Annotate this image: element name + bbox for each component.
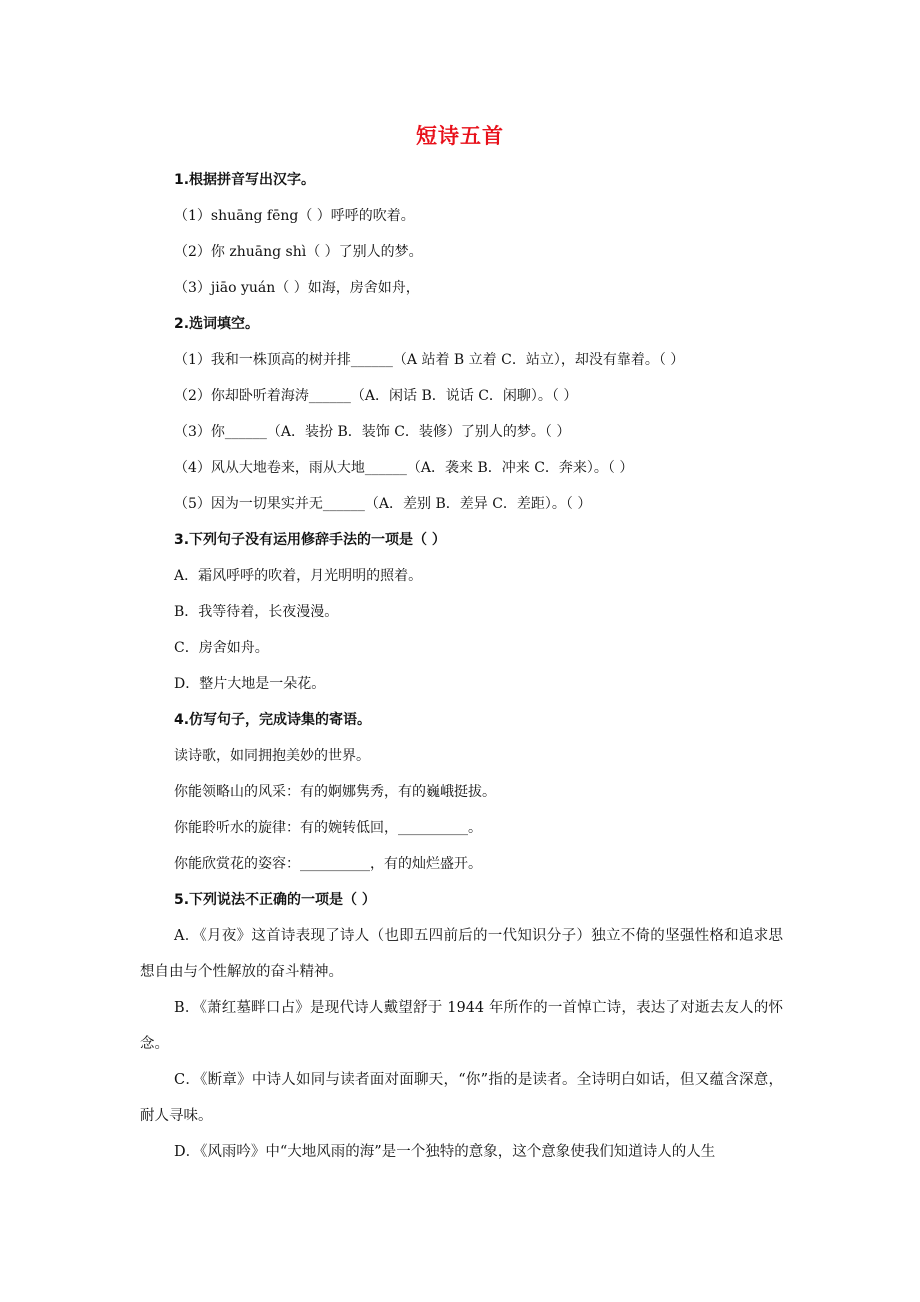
question-5-option-b: B．《萧红墓畔口占》是现代诗人戴望舒于 1944 年所作的一首悼亡诗，表达了对逝去友人的怀念。 — [140, 1000, 783, 1052]
question-3-option-a: A．霜风呼呼的吹着，月光明明的照着。 — [174, 568, 423, 584]
question-5-heading: 5.下列说法不正确的一项是（ ） — [174, 892, 376, 908]
question-5-option-c: C．《断章》中诗人如同与读者面对面聊天，“你”指的是读者。全诗明白如话，但又蕴含深意，耐人寻味。 — [140, 1072, 783, 1124]
question-5-option-a: A．《月夜》这首诗表现了诗人（也即五四前后的一代知识分子）独立不倚的坚强性格和追求思想自由与个性解放的奋斗精神。 — [140, 928, 783, 980]
question-1-item-1: （1）shuāng fēng（ ）呼呼的吹着。 — [174, 208, 415, 224]
question-2-item-4: （4）风从大地卷来，雨从大地______（A．袭来 B．冲来 C．奔来）。（ ） — [174, 460, 634, 476]
question-2-item-5: （5）因为一切果实并无______（A．差别 B．差异 C．差距）。（ ） — [174, 496, 592, 512]
question-4-line-1: 读诗歌，如同拥抱美妙的世界。 — [174, 748, 370, 764]
question-4-line-4: 你能欣赏花的姿容：__________，有的灿烂盛开。 — [174, 856, 482, 872]
question-4-line-3: 你能聆听水的旋律：有的婉转低回，__________。 — [174, 820, 482, 836]
question-3-heading: 3.下列句子没有运用修辞手法的一项是（ ） — [174, 532, 446, 548]
question-1-item-2: （2）你 zhuāng shì（ ）了别人的梦。 — [174, 244, 423, 260]
question-2-heading: 2.选词填空。 — [174, 316, 260, 332]
question-1-heading: 1.根据拼音写出汉字。 — [174, 172, 316, 188]
document-title: 短诗五首 — [416, 123, 504, 148]
question-3-option-d: D．整片大地是一朵花。 — [174, 676, 326, 692]
question-3-option-b: B．我等待着，长夜漫漫。 — [174, 604, 339, 620]
question-1-item-3: （3）jiāo yuán（ ）如海，房舍如舟， — [174, 280, 420, 296]
question-2-item-3: （3）你______（A．装扮 B．装饰 C．装修）了别人的梦。（ ） — [174, 424, 571, 440]
question-5-option-d: D．《风雨吟》中“大地风雨的海”是一个独特的意象，这个意象使我们知道诗人的人生 — [174, 1144, 716, 1160]
question-3-option-c: C．房舍如舟。 — [174, 640, 269, 656]
question-2-item-2: （2）你却卧听着海涛______（A．闲话 B．说话 C．闲聊）。（ ） — [174, 388, 578, 404]
question-4-heading: 4.仿写句子，完成诗集的寄语。 — [174, 712, 372, 728]
question-4-line-2: 你能领略山的风采：有的婀娜隽秀，有的巍峨挺拔。 — [174, 784, 496, 800]
question-2-item-1: （1）我和一株顶高的树并排______（A 站着 B 立着 C．站立），却没有靠着。（ ） — [174, 352, 685, 368]
